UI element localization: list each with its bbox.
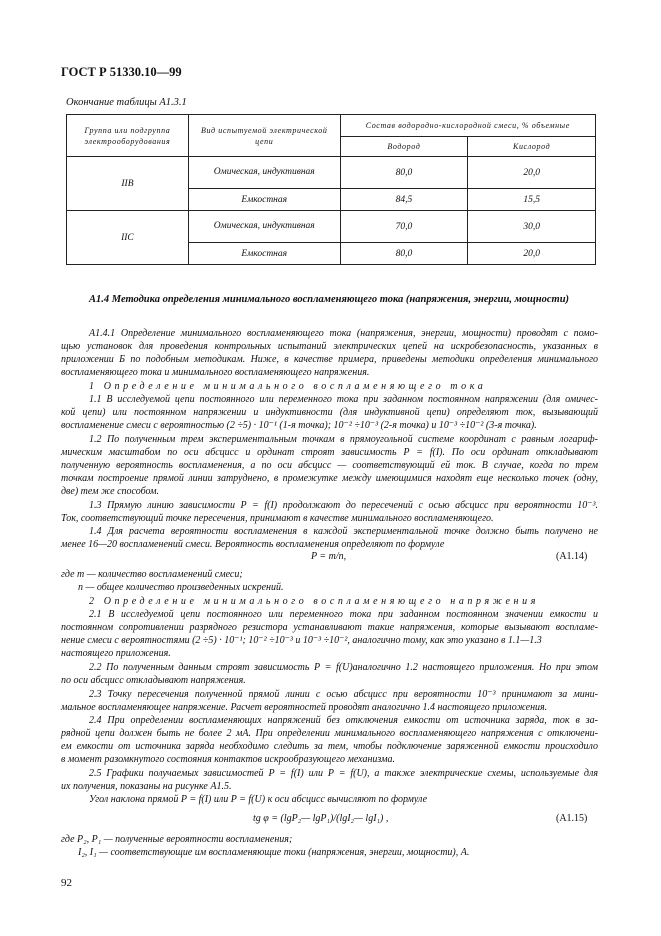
text-line: щью установок для проведения контрольных испытаний электрических цепей на искробезопасность, указанных в [61,341,598,352]
text-line: 2.1 В исследуемой цепи постоянного или переменного тока при заданном постоянном значении емкости и [89,609,598,620]
text-line: 2.3 Точку пересечения полученной прямой линии с осью абсцисс при вероятности 10⁻³ принимают за мини- [89,689,598,700]
text-line: 2.4 При определении воспламеняющих напряжений без отключения емкости от источника заряда, ток в за- [89,715,598,726]
text-line: 2.2 По полученным данным строят зависимость P = f(U)аналогично 1.2 настоящего приложения. Но при этом [89,662,598,673]
text-line: мическим масштабом по оси абсцисс и ординат строят зависимость P = f(I). По оси ординат откладывают [61,447,598,458]
text-line: воспламенение смеси с вероятностью (2 ÷5) · 10⁻¹ (1-я точка); 10⁻² ÷10⁻³ (2-я точка) и 10⁻³ ÷10⁻² (3-я точка). [61,420,537,431]
header-mixture: Состав водородно-кислородной смеси, % объемные [340,115,595,137]
text-line: А1.4.1 Определение минимального воспламеняющего тока (напряжения, энергии, мощности) проводят с помо- [89,328,598,339]
text-line: 1.1 В исследуемой цепи постоянного или переменного тока при заданном постоянном напряжении (для омичес- [89,394,598,405]
text-line: Ток, соответствующий точке пересечения, принимают в качестве минимального воспламеняющего. [61,513,494,524]
subsection-heading: 2 Определение минимального воспламеняющего напряжения [89,596,539,607]
text-line: менее 16—20 воспламенений смеси. Вероятность воспламенения определяют по формуле [61,539,445,550]
circuit-cell: Омическая, индуктивная [188,211,340,243]
formula-label-a1-14: (А1.14) [556,551,588,562]
text-line: в момент разомкнутого состояния контактов искрообразующего механизма. [61,754,395,765]
text-line: n — общее количество произведенных искрений. [78,582,284,593]
hydrogen-cell: 84,5 [340,189,468,211]
header-circuit: Вид испытуемой электрической цепи [188,115,340,157]
text-line: по оси абсцисс откладывают напряжения. [61,675,246,686]
text-line: 1.2 По полученным трем экспериментальным точкам в прямоугольной системе координат с равным логариф- [89,434,598,445]
text-line: воспламеняющего тока и минимального воспламеняющего напряжения. [61,367,370,378]
text-line: I₂, I₁ — соответствующие им воспламеняющие токи (напряжения, энергии, мощности), А. [78,847,470,858]
text-line: 1.3 Прямую линию зависимости P = f(I) продолжают до пересечений с осью абсцисс при вероятности 10⁻³. [89,500,598,511]
text-line: полученную вероятность воспламенения, а по оси абсцисс — соответствующий ей ток. В случае, когда по трем [61,460,598,471]
header-hydrogen: Водород [340,137,468,157]
group-cell: IIB [67,157,189,211]
table-caption: Окончание таблицы А1.3.1 [66,97,187,108]
text-line: приложении Б по подобным методикам. Ниже, в качестве примера, приведены методики определения минимального [61,354,598,365]
header-group: Группа или подгруппа электрооборудования [67,115,189,157]
text-line: 2.5 Графики получаемых зависимостей P = f(I) или P = f(U), а также электрические схемы, используемые для [89,768,598,779]
text-line: мальное воспламеняющее напряжение. Расчет вероятностей проводят аналогично 1.4 настоящего приложения. [61,702,548,713]
text-line: где m — количество воспламенений смеси; [61,569,243,580]
page-number: 92 [61,877,72,889]
formula-a1-14: P = m/n, [311,551,347,562]
hydrogen-cell: 70,0 [340,211,468,243]
text-line: Угол наклона прямой P = f(I) или P = f(U) к оси абсцисс вычисляют по формуле [89,794,428,805]
text-line: нение смеси с вероятностями (2 ÷5) · 10⁻¹; 10⁻² ÷10⁻³ и 10⁻³ ÷10⁻², аналогично тому, как это указано в 1.1—1.3 [61,635,542,646]
text-line: ем емкости от источника заряда необходимо следить за тем, чтобы подключение заряженной емкости происходило [61,741,598,752]
text-line: 1.4 Для расчета вероятности воспламенения в каждой экспериментальной точке должно быть получено не [89,526,598,537]
table-row [67,211,596,243]
circuit-cell: Емкостная [188,243,340,265]
formula-label-a1-15: (А1.15) [556,813,588,824]
hydrogen-cell: 80,0 [340,157,468,189]
oxygen-cell: 30,0 [468,211,596,243]
oxygen-cell: 15,5 [468,189,596,211]
text-line: постоянном сопротивлении разрядного резистора устанавливают такие напряжения, которые вызывают воспламе- [61,622,598,633]
hydrogen-cell: 80,0 [340,243,468,265]
text-line: две) тем же способом. [61,486,159,497]
document-header: ГОСТ Р 51330.10—99 [61,65,182,79]
text-line: кой цепи) или постоянном напряжении и индуктивности (для индуктивной цепи) определяют ток, вызывающий [61,407,598,418]
subsection-heading: 1 Определение минимального воспламеняющего тока [89,381,487,392]
table-row [67,157,596,189]
text-line: рядной цепи должен быть не более 2 мА. При определении минимального воспламеняющего напряжения с отключени- [61,728,598,739]
oxygen-cell: 20,0 [468,157,596,189]
section-title: А1.4 Методика определения минимального воспламеняющего тока (напряжения, энергии, мощности) [89,294,570,305]
formula-a1-15: tg φ = (lgP₂— lgP₁)/(lgI₂— lgI₁) , [253,813,389,824]
text-line: настоящего приложения. [61,648,171,659]
text-line: где P₂, P₁ — полученные вероятности воспламенения; [61,834,293,845]
text-line: точкам построение прямой линии затруднено, в промежутке между имеющимися находят еще несколько точек (одну, [61,473,598,484]
header-oxygen: Кислород [468,137,596,157]
circuit-cell: Омическая, индуктивная [188,157,340,189]
group-cell: IIC [67,211,189,265]
text-line: их получения, показаны на рисунке А1.5. [61,781,232,792]
circuit-cell: Емкостная [188,189,340,211]
oxygen-cell: 20,0 [468,243,596,265]
mixture-composition-table [66,114,596,265]
